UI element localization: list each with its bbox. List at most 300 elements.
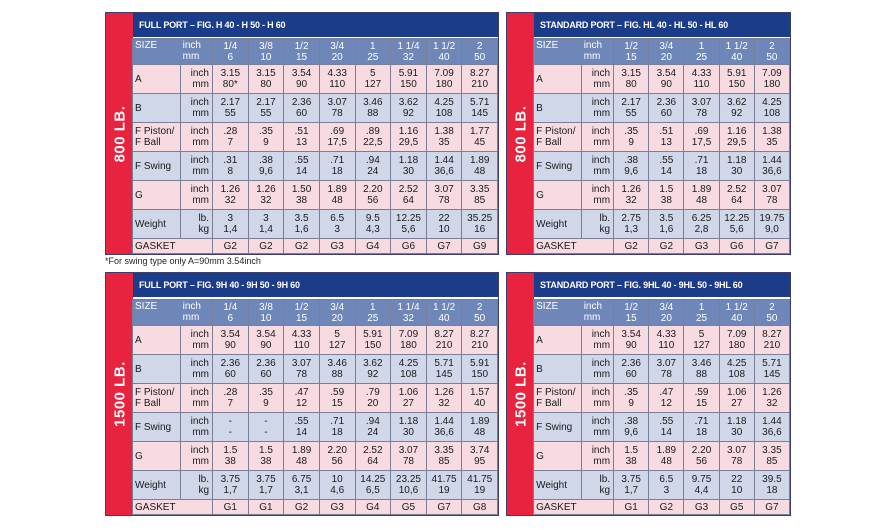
row-label-cell	[133, 442, 181, 471]
value-mm: 14	[660, 166, 672, 177]
size-cell	[248, 300, 284, 326]
value-inch: 2.17	[220, 97, 241, 108]
size-mm: 6	[227, 51, 234, 63]
row-label: F Piston/	[135, 126, 175, 137]
table-title: FULL PORT – FIG. H 40 - H 50 - H 60	[133, 13, 498, 37]
value-inch: 3.75	[220, 474, 241, 485]
value-mm: 78	[660, 369, 672, 380]
value-mm: 1,4	[223, 224, 238, 235]
value-mm: 18	[331, 166, 343, 177]
value-mm: 180	[763, 79, 781, 90]
row-label: F Ball	[536, 398, 562, 409]
value-cell	[213, 181, 249, 210]
value-inch: 1.18	[726, 416, 747, 427]
size-inch: 3/8	[258, 301, 273, 313]
value-cell	[754, 210, 789, 239]
value-cell	[319, 413, 355, 442]
value-inch: 5	[334, 329, 340, 340]
value-mm: 108	[400, 369, 417, 380]
size-header-wrap	[534, 301, 613, 324]
row-unit: mm	[192, 137, 209, 148]
value-cell	[426, 94, 462, 123]
value-cell	[719, 326, 754, 355]
row-label: G	[135, 189, 143, 201]
value-mm: 55	[224, 108, 236, 119]
value-cell	[649, 65, 684, 94]
value-inch: 3.07	[691, 97, 712, 108]
value-mm: 1,7	[223, 485, 238, 496]
value-cell	[355, 413, 391, 442]
value-inch: 9.5	[365, 213, 380, 224]
value-inch: 3.54	[291, 68, 312, 79]
value-inch: .55	[659, 155, 674, 166]
gasket-value: G5	[719, 500, 754, 515]
value-cell	[649, 442, 684, 471]
table-row	[133, 355, 498, 384]
value-cell	[754, 413, 789, 442]
row-unit: kg	[198, 485, 209, 496]
gasket-value: G7	[754, 500, 789, 515]
value-inch: .94	[365, 155, 380, 166]
value-cell	[614, 65, 649, 94]
row-label-cell	[534, 210, 582, 239]
value-inch: 1.26	[220, 184, 241, 195]
row-unit: inch	[190, 68, 209, 79]
value-cell	[248, 355, 284, 384]
value-inch: 3.5	[659, 213, 674, 224]
value-inch: 3.07	[762, 184, 782, 195]
value-mm: 110	[693, 79, 710, 90]
size-mm: 20	[660, 51, 672, 63]
value-mm: 145	[763, 369, 781, 380]
value-cell	[355, 355, 391, 384]
value-mm: 2,8	[694, 224, 709, 235]
size-cell	[614, 300, 649, 326]
value-mm: 38	[296, 195, 308, 206]
table-row	[534, 471, 790, 500]
size-cell	[248, 39, 284, 65]
gasket-value: G6	[719, 239, 754, 254]
value-cell	[391, 326, 427, 355]
size-cell	[391, 300, 427, 326]
size-unit-inch: inch	[182, 40, 201, 51]
value-inch: 1.06	[726, 387, 747, 398]
value-mm: 4,3	[365, 224, 380, 235]
value-mm: 180	[400, 340, 417, 351]
rating-band	[106, 13, 133, 254]
value-mm: 56	[331, 456, 343, 467]
row-label: A	[536, 73, 543, 85]
size-label: SIZE	[135, 301, 158, 312]
gasket-value: G2	[284, 500, 320, 515]
value-mm: 210	[435, 340, 453, 351]
value-cell	[319, 355, 355, 384]
value-cell	[426, 65, 462, 94]
size-inch: 1	[370, 301, 376, 313]
value-cell	[684, 384, 719, 413]
size-label: SIZE	[536, 301, 559, 312]
value-mm: 90	[224, 340, 236, 351]
value-mm: 9,6	[624, 427, 639, 438]
value-inch: 1.38	[434, 126, 454, 137]
value-cell	[426, 442, 462, 471]
value-mm: 32	[625, 195, 637, 206]
size-header-wrap	[534, 40, 613, 63]
row-units-cell	[181, 355, 213, 384]
size-unit-inch: inch	[583, 301, 603, 312]
gasket-value: G4	[355, 239, 391, 254]
value-inch: 10	[331, 474, 343, 485]
value-mm: 78	[331, 108, 343, 119]
value-inch: 35.25	[467, 213, 493, 224]
row-label-cell	[133, 94, 181, 123]
value-inch: 1.26	[762, 387, 782, 398]
value-mm: 30	[402, 427, 414, 438]
value-cell	[426, 210, 462, 239]
value-mm: 78	[695, 108, 708, 119]
value-cell	[614, 210, 649, 239]
value-cell	[319, 326, 355, 355]
row-unit: inch	[591, 387, 611, 398]
value-mm: 56	[367, 195, 379, 206]
value-mm: 38	[660, 195, 672, 206]
value-cell	[355, 384, 391, 413]
row-unit: lb.	[198, 474, 209, 485]
value-inch: 41.75	[467, 474, 493, 485]
value-inch: 5.71	[469, 97, 490, 108]
value-inch: 3.35	[469, 184, 490, 195]
value-inch: 5.91	[363, 329, 383, 340]
row-label: F Ball	[536, 137, 562, 148]
value-mm: 35	[438, 137, 450, 148]
size-header-label-cell	[133, 39, 213, 65]
value-inch: 1.44	[762, 155, 782, 166]
size-mm: 32	[402, 312, 414, 324]
gasket-label: GASKET	[534, 239, 614, 254]
value-mm: 92	[731, 108, 743, 119]
value-inch: 7.09	[726, 329, 747, 340]
value-inch: 19.75	[759, 213, 785, 224]
row-units-cell	[582, 210, 614, 239]
value-cell	[213, 326, 249, 355]
value-cell	[213, 442, 249, 471]
size-inch: 1 1/2	[725, 40, 748, 52]
value-cell	[213, 413, 249, 442]
size-inch: 1/2	[294, 40, 309, 52]
size-units	[584, 40, 602, 62]
value-cell	[355, 471, 391, 500]
gasket-value: G3	[319, 500, 355, 515]
row-label: B	[536, 363, 543, 375]
value-cell	[614, 94, 649, 123]
value-mm: 9	[628, 137, 634, 148]
value-cell	[355, 326, 391, 355]
value-inch: 3.46	[691, 358, 712, 369]
value-inch: 4.25	[398, 358, 419, 369]
value-cell	[684, 181, 719, 210]
value-cell	[284, 94, 320, 123]
value-cell	[284, 210, 320, 239]
rating-band	[507, 273, 534, 515]
row-unit: inch	[591, 184, 611, 195]
row-label-cell	[534, 123, 582, 152]
value-inch: 12.25	[395, 213, 421, 224]
table-800-standard-port	[506, 12, 791, 255]
row-unit: inch	[591, 445, 611, 456]
value-inch: 9.75	[691, 474, 712, 485]
value-inch: 4.33	[327, 68, 347, 79]
value-cell	[319, 94, 355, 123]
size-cell	[319, 39, 355, 65]
table-1500-full-port	[105, 272, 499, 516]
value-inch: 3.15	[220, 68, 241, 79]
value-cell	[391, 384, 427, 413]
table-row	[534, 355, 790, 384]
value-mm: 108	[435, 108, 453, 119]
value-inch: 3.54	[656, 68, 677, 79]
value-inch: 3.07	[434, 184, 454, 195]
value-inch: 1.44	[434, 155, 454, 166]
value-inch: .51	[659, 126, 674, 137]
value-inch: 1.18	[726, 155, 747, 166]
value-cell	[462, 94, 498, 123]
value-mm: 80*	[222, 79, 238, 90]
value-inch: 8.27	[434, 329, 454, 340]
value-cell	[719, 442, 754, 471]
size-inch: 1 1/2	[432, 301, 456, 313]
value-cell	[462, 413, 498, 442]
value-mm: 9,0	[764, 224, 779, 235]
value-inch: 5.91	[726, 68, 747, 79]
value-inch: 3.54	[256, 329, 276, 340]
value-inch: .94	[365, 416, 380, 427]
gasket-value: G2	[248, 239, 284, 254]
value-inch: 1.16	[726, 126, 747, 137]
size-inch: 2	[769, 301, 775, 313]
value-inch: 1.26	[621, 184, 641, 195]
value-cell	[213, 355, 249, 384]
value-cell	[426, 181, 462, 210]
value-inch: 2.36	[656, 97, 677, 108]
size-mm: 40	[438, 312, 450, 324]
value-cell	[462, 210, 498, 239]
value-inch: .47	[294, 387, 309, 398]
row-label-cell	[534, 94, 582, 123]
value-mm: 78	[402, 456, 414, 467]
rating-band	[106, 273, 133, 515]
table-row	[133, 384, 498, 413]
value-mm: 110	[293, 340, 310, 351]
value-inch: 1.16	[398, 126, 419, 137]
row-label-cell	[534, 65, 582, 94]
size-header-label-cell	[534, 300, 614, 326]
row-units-cell	[582, 65, 614, 94]
value-mm: 45	[474, 137, 486, 148]
value-inch: .31	[223, 155, 238, 166]
value-cell	[284, 471, 320, 500]
value-cell	[649, 384, 684, 413]
row-unit: mm	[192, 456, 209, 467]
value-mm: 17,5	[691, 137, 712, 148]
value-cell	[684, 355, 719, 384]
size-unit-inch: inch	[583, 40, 603, 51]
value-cell	[719, 384, 754, 413]
value-inch: 5	[698, 329, 705, 340]
value-cell	[754, 384, 789, 413]
value-inch: .69	[694, 126, 709, 137]
value-inch: 6.25	[691, 213, 712, 224]
value-cell	[213, 94, 249, 123]
value-mm: 24	[367, 166, 379, 177]
value-cell	[462, 355, 498, 384]
row-label-cell	[534, 355, 582, 384]
value-inch: 8.27	[469, 68, 490, 79]
rating-label: 1500 LB.	[111, 361, 128, 427]
gasket-label: GASKET	[534, 500, 614, 515]
value-cell	[754, 94, 789, 123]
value-mm: 1,6	[294, 224, 309, 235]
value-mm: 32	[438, 398, 450, 409]
value-cell	[355, 181, 391, 210]
row-unit: inch	[190, 445, 209, 456]
value-cell	[248, 181, 284, 210]
value-mm: 150	[471, 369, 489, 380]
value-inch: 2.36	[621, 358, 641, 369]
value-inch: 3.07	[726, 445, 747, 456]
size-inch: 1/2	[624, 301, 639, 313]
value-inch: 41.75	[431, 474, 457, 485]
value-mm: 56	[695, 456, 708, 467]
size-header-row	[534, 300, 790, 326]
value-inch: 1.89	[691, 184, 712, 195]
row-units-cell	[181, 152, 213, 181]
row-unit: mm	[593, 137, 611, 148]
value-cell	[426, 471, 462, 500]
value-mm: 20	[367, 398, 379, 409]
value-mm: 3,1	[294, 485, 309, 496]
value-mm: 18	[331, 427, 343, 438]
table-row	[534, 442, 790, 471]
row-unit: kg	[599, 224, 611, 235]
value-cell	[248, 384, 284, 413]
value-cell	[462, 384, 498, 413]
value-inch: 3.07	[291, 358, 312, 369]
value-cell	[319, 471, 355, 500]
value-cell	[391, 210, 427, 239]
row-unit: inch	[591, 358, 611, 369]
value-inch: 1.06	[398, 387, 419, 398]
value-cell	[614, 355, 649, 384]
value-mm: 36,6	[762, 427, 782, 438]
row-label-cell	[133, 413, 181, 442]
value-inch: 1.38	[762, 126, 782, 137]
value-mm: -	[264, 427, 268, 438]
value-cell	[462, 471, 498, 500]
value-cell	[284, 442, 320, 471]
size-cell	[462, 39, 498, 65]
value-inch: 3.5	[294, 213, 309, 224]
size-mm: 50	[474, 312, 486, 324]
row-unit: mm	[192, 427, 209, 438]
value-mm: 36,6	[434, 166, 454, 177]
value-mm: 60	[260, 369, 272, 380]
value-inch: 2.36	[291, 97, 312, 108]
size-mm: 6	[227, 312, 234, 324]
value-cell	[426, 355, 462, 384]
value-mm: 210	[471, 79, 489, 90]
size-inch: 3/4	[330, 40, 345, 52]
value-inch: 12.25	[724, 213, 750, 224]
value-mm: 32	[224, 195, 236, 206]
value-cell	[754, 123, 789, 152]
value-inch: 1.89	[291, 445, 312, 456]
row-label-cell	[534, 471, 582, 500]
row-units-cell	[582, 471, 614, 500]
row-label: Weight	[135, 479, 166, 491]
row-label-cell	[133, 210, 181, 239]
value-mm: 12	[660, 398, 672, 409]
value-mm: 90	[296, 79, 308, 90]
value-inch: 2.20	[691, 445, 712, 456]
value-mm: 38	[224, 456, 236, 467]
value-inch: .35	[258, 126, 273, 137]
gasket-value: G3	[684, 500, 719, 515]
size-inch: 1/4	[223, 40, 238, 52]
value-inch: -	[264, 416, 268, 427]
value-mm: 1,7	[258, 485, 273, 496]
size-cell	[649, 300, 684, 326]
size-unit-inch: inch	[182, 301, 201, 312]
gasket-value: G9	[462, 239, 498, 254]
value-cell	[248, 471, 284, 500]
row-units-cell	[181, 210, 213, 239]
value-cell	[426, 384, 462, 413]
value-mm: 88	[695, 369, 708, 380]
gasket-row	[133, 239, 498, 254]
row-unit: mm	[593, 340, 611, 351]
value-mm: 127	[328, 340, 346, 351]
row-label-cell	[133, 152, 181, 181]
value-inch: .47	[659, 387, 674, 398]
size-inch: 1 1/4	[397, 301, 420, 313]
size-mm: 40	[438, 51, 450, 63]
value-mm: 1,6	[659, 224, 674, 235]
value-cell	[284, 326, 320, 355]
value-inch: 14.25	[360, 474, 386, 485]
value-mm: 16	[474, 224, 486, 235]
size-mm: 15	[296, 51, 308, 63]
row-units-cell	[181, 326, 213, 355]
value-mm: 9,6	[624, 166, 639, 177]
value-cell	[213, 384, 249, 413]
size-header-row	[133, 300, 498, 326]
value-mm: 60	[296, 108, 308, 119]
value-mm: 27	[402, 398, 414, 409]
rating-label: 1500 LB.	[512, 361, 529, 427]
table-1500-standard-port	[506, 272, 791, 516]
row-unit: mm	[593, 195, 611, 206]
row-unit: inch	[190, 416, 209, 427]
value-cell	[719, 94, 754, 123]
value-cell	[684, 326, 719, 355]
value-mm: 85	[474, 195, 486, 206]
value-inch: 6.5	[659, 474, 674, 485]
gasket-value: G1	[248, 500, 284, 515]
rating-band	[507, 13, 534, 254]
table-title: FULL PORT – FIG. 9H 40 - 9H 50 - 9H 60	[133, 273, 498, 297]
value-cell	[754, 442, 789, 471]
row-label-cell	[534, 384, 582, 413]
